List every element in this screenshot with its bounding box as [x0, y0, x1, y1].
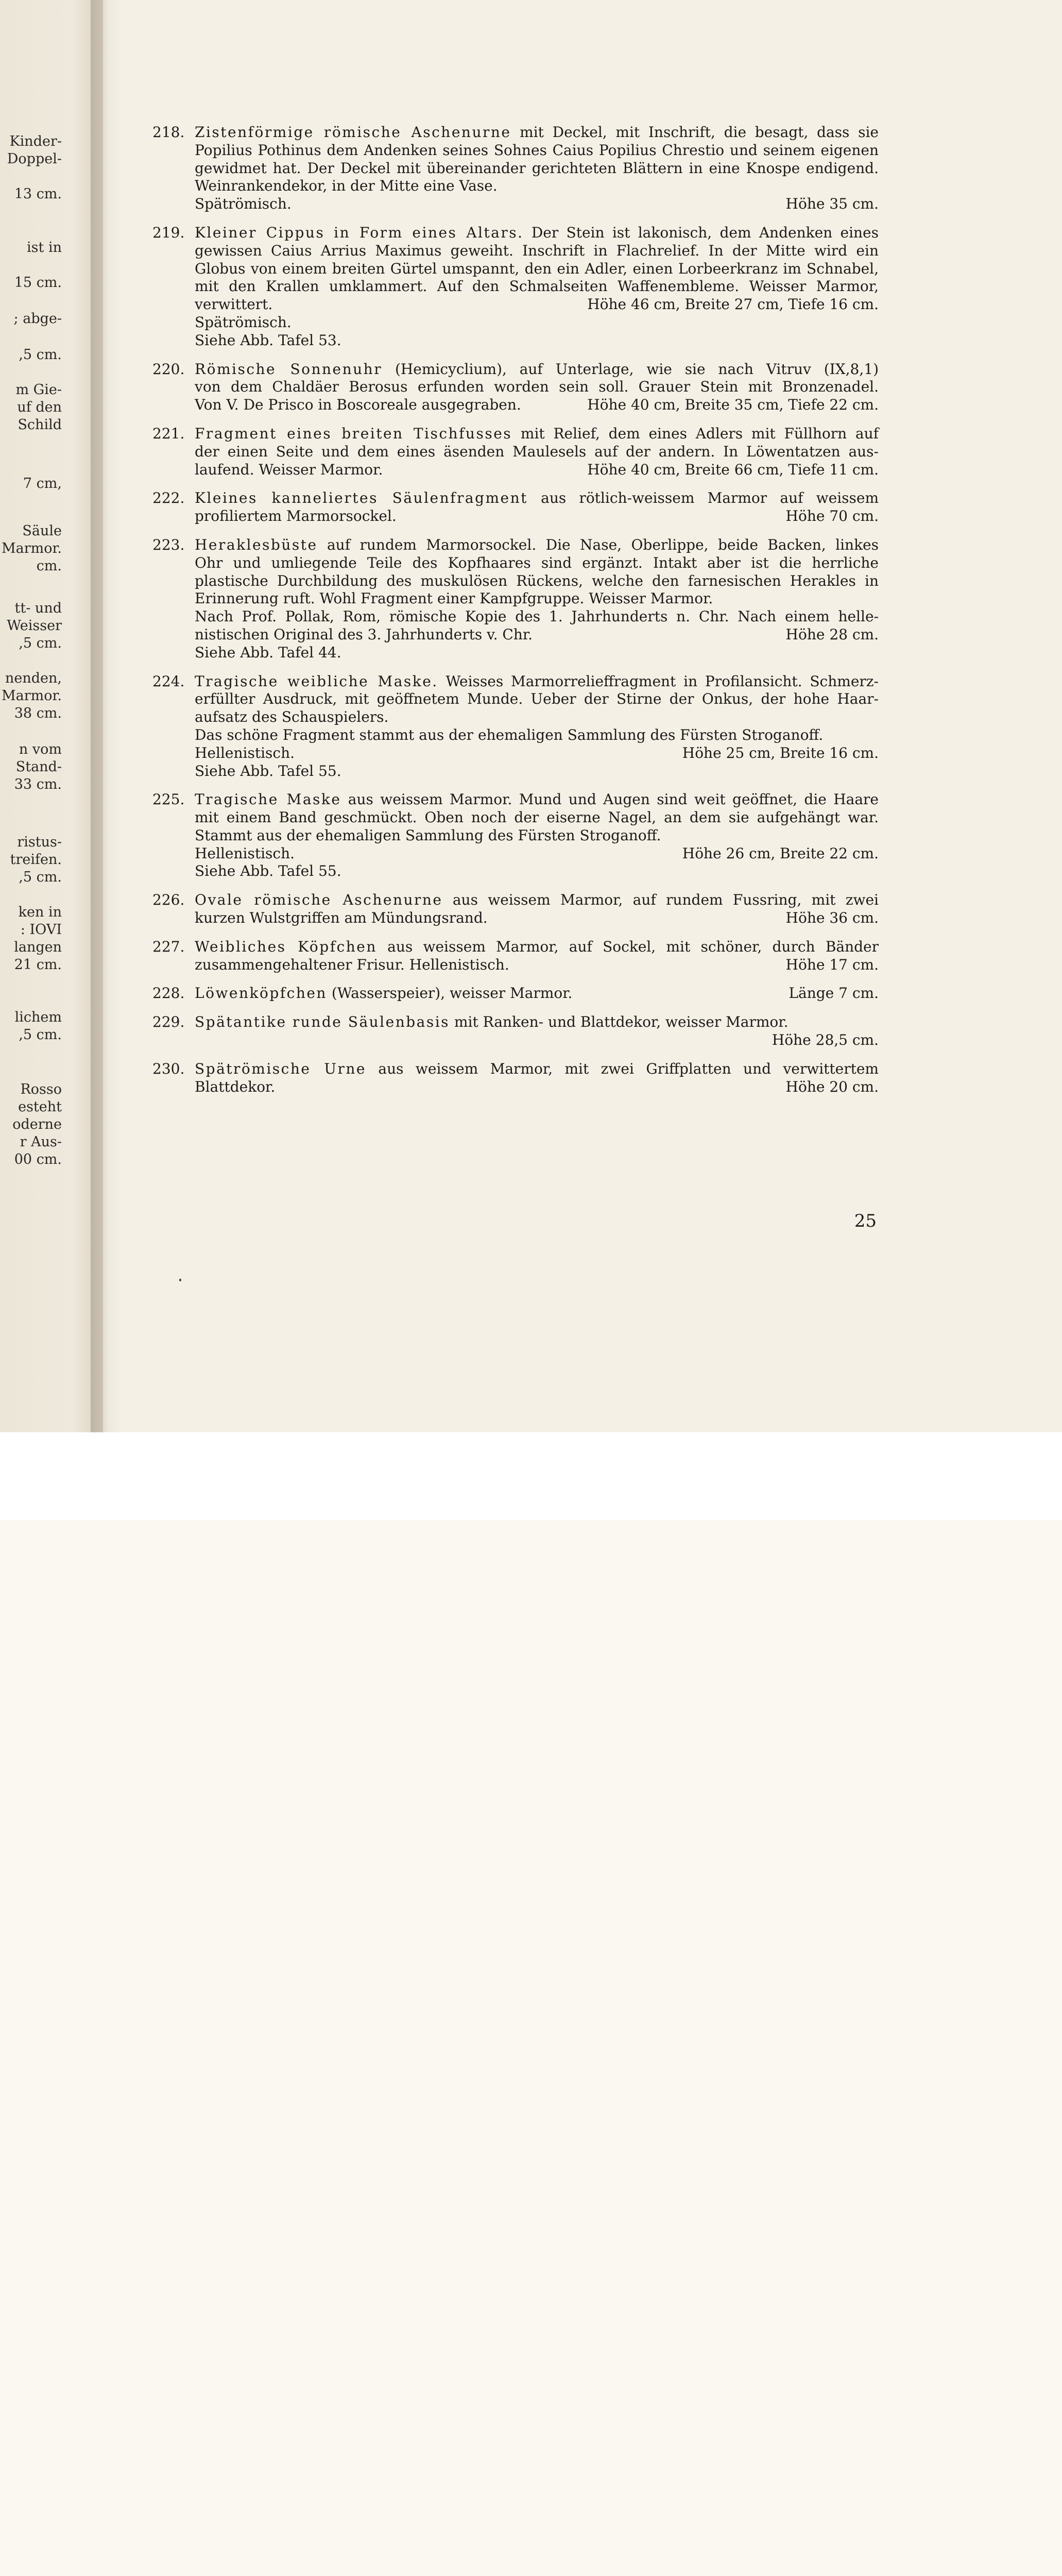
entry-line: gewidmet hat. Der Deckel mit übereinander gerichteten Blättern in eine Knospe endigend. [195, 159, 879, 177]
library-footer [0, 1432, 1062, 1520]
entry-line: Spätrömische Urne aus weissem Marmor, mit zwei Griffplatten und verwittertem [195, 1060, 879, 1077]
entry-line: Römische Sonnenuhr (Hemicyclium), auf Unterlage, wie sie nach Vitruv (IX,8,1) [195, 360, 879, 378]
entry-line: Spätrömisch. [195, 313, 292, 331]
entry-dimensions: Höhe 40 cm, Breite 35 cm, Tiefe 22 cm. [587, 396, 879, 414]
left-page-fragment: uf den [17, 399, 62, 415]
entry-line: Heraklesbüste auf rundem Marmorsockel. Die Nase, Oberlippe, beide Backen, linkes [195, 536, 879, 553]
entry-text: profiliertem Marmorsockel. [195, 507, 397, 525]
entry-line: Kleiner Cippus in Form eines Altars. Der Stein ist lakonisch, dem Andenken eines [195, 224, 879, 241]
ink-speck [179, 1279, 181, 1281]
entry-line: Spätantike runde Säulenbasis mit Ranken- und Blattdekor, weisser Marmor. [195, 1013, 789, 1031]
entry-number: 224. [152, 672, 185, 690]
left-page-fragment: oderne [12, 1116, 62, 1132]
entry-line: aufsatz des Schauspielers. [195, 708, 389, 726]
entry-line: Zistenförmige römische Aschenurne mit Deckel, mit Inschrift, die besagt, dass sie [195, 124, 879, 141]
entry-number: 219. [152, 224, 185, 241]
entry-line: Siehe Abb. Tafel 55. [195, 862, 341, 880]
left-page-fragment: esteht [18, 1099, 62, 1115]
entry-line: Popilius Pothinus dem Andenken seines Sohnes Caius Popilius Chrestio und seinem eigenen [195, 141, 879, 159]
entry-number: 227. [152, 938, 185, 955]
left-page-fragment: nenden, [5, 670, 62, 686]
entry-dimensions: Höhe 20 cm. [785, 1078, 879, 1095]
left-page-fragment: 13 cm. [14, 186, 62, 202]
left-page-fragment: Kinder- [9, 133, 62, 149]
entry-measurement-line [195, 1078, 879, 1096]
entry-number: 228. [152, 985, 185, 1002]
entry-number: 220. [152, 360, 185, 378]
catalog-entry [152, 791, 879, 880]
entry-number: 222. [152, 489, 185, 507]
entry-line: Ovale römische Aschenurne aus weissem Marmor, auf rundem Fussring, mit zwei [195, 891, 879, 909]
left-page-fragment: 7 cm, [23, 476, 62, 492]
entry-line: erfüllter Ausdruck, mit geöffnetem Munde. Ueber der Stirne der Onkus, der hohe Haar- [195, 690, 879, 708]
catalog-entry [152, 425, 879, 479]
entry-text: Löwenköpfchen (Wasserspeier), weisser Marmor. [195, 985, 573, 1002]
catalog-entry [152, 536, 879, 662]
entry-line: Fragment eines breiten Tischfusses mit Relief, dem eines Adlers mit Füllhorn auf [195, 425, 879, 442]
entry-number: 230. [152, 1060, 185, 1077]
left-page-edge [0, 0, 103, 1432]
left-page-fragment: 38 cm. [14, 705, 62, 721]
entry-text: verwittert. [195, 296, 273, 313]
entry-line: Erinnerung ruft. Wohl Fragment einer Kampfgruppe. Weisser Marmor. [195, 590, 713, 607]
left-page-fragment: lichem [14, 1009, 62, 1025]
catalog-entries [152, 124, 879, 1107]
left-page-fragment: ,5 cm. [19, 1027, 62, 1043]
entry-text: Spätrömisch. [195, 195, 292, 213]
catalog-entry [152, 891, 879, 927]
entry-measurement-line [195, 845, 879, 863]
entry-line: mit den Krallen umklammert. Auf den Schmalseiten Waffenembleme. Weisser Marmor, [195, 278, 879, 295]
entry-text: Blattdekor. [195, 1078, 276, 1095]
left-page-fragment: ist in [27, 240, 62, 256]
entry-number: 229. [152, 1013, 185, 1031]
entry-dimensions: Höhe 36 cm. [785, 909, 879, 927]
entry-measurement-line [195, 956, 879, 974]
entry-dimensions: Höhe 46 cm, Breite 27 cm, Tiefe 16 cm. [587, 296, 879, 313]
entry-line: Tragische Maske aus weissem Marmor. Mund und Augen sind weit geöffnet, die Haare [195, 791, 879, 808]
left-page-fragment: ; abge- [13, 311, 62, 327]
entry-number: 221. [152, 425, 185, 442]
left-page-fragment: ,5 cm. [19, 347, 62, 363]
entry-text: nistischen Original des 3. Jahrhunderts v. Chr. [195, 625, 533, 643]
left-page-fragment: 00 cm. [14, 1151, 62, 1167]
left-page-fragment: tt- und [14, 600, 62, 616]
entry-number: 226. [152, 891, 185, 909]
catalog-entry [152, 1013, 879, 1049]
entry-dimensions: Höhe 26 cm, Breite 22 cm. [682, 844, 879, 862]
entry-line: Das schöne Fragment stammt aus der ehemaligen Sammlung des Fürsten Stroganoff. [195, 726, 824, 743]
entry-line: Ohr und umliegende Teile des Kopfhaares sind ergänzt. Intakt aber ist die herrliche [195, 554, 879, 571]
entry-number: 223. [152, 536, 185, 553]
left-page-fragment: 15 cm. [14, 275, 62, 291]
left-page-fragment: Säule [22, 523, 62, 539]
entry-line: Siehe Abb. Tafel 55. [195, 762, 341, 779]
left-page-fragment: Marmor. [1, 540, 62, 556]
entry-dimensions: Länge 7 cm. [789, 985, 879, 1002]
left-page-fragment: cm. [36, 558, 62, 574]
catalog-entry [152, 938, 879, 974]
entry-dimensions: Höhe 40 cm, Breite 66 cm, Tiefe 11 cm. [587, 461, 879, 478]
entry-measurement-line [195, 909, 879, 927]
entry-line: von dem Chaldäer Berosus erfunden worden sein soll. Grauer Stein mit Bronzenadel. [195, 378, 879, 396]
entry-text: kurzen Wulstgriffen am Mündungsrand. [195, 909, 488, 927]
entry-text: zusammengehaltener Frisur. Hellenistisch. [195, 956, 509, 973]
book-gutter-shadow [91, 0, 122, 1432]
entry-line: Siehe Abb. Tafel 44. [195, 643, 341, 661]
left-page-fragment: r Aus- [20, 1134, 62, 1150]
entry-measurement-line [195, 296, 879, 314]
entry-line: Tragische weibliche Maske. Weisses Marmorrelieffragment in Profilansicht. Schmerz- [195, 672, 879, 690]
entry-measurement-line [195, 744, 879, 762]
left-page-fragment: treifen. [10, 852, 62, 868]
entry-text: Hellenistisch. [195, 744, 295, 761]
catalog-entry [152, 985, 879, 1003]
left-page-fragment: Stand- [15, 759, 62, 775]
left-page-fragment: 21 cm. [14, 957, 62, 973]
catalog-entry [152, 224, 879, 350]
catalog-entry [152, 673, 879, 781]
entry-dimensions: Höhe 28 cm. [785, 625, 879, 643]
entry-text: Von V. De Prisco in Boscoreale ausgegraben. [195, 396, 521, 414]
left-page-fragment: Schild [18, 417, 62, 433]
entry-line: Kleines kanneliertes Säulenfragment aus rötlich-weissem Marmor auf weissem [195, 489, 879, 507]
entry-measurement-line [195, 461, 879, 479]
entry-text: laufend. Weisser Marmor. [195, 461, 383, 478]
left-page-fragment: : IOVI [20, 922, 62, 938]
left-page-fragment: Weisser [7, 618, 62, 634]
left-page-fragment: ken in [18, 904, 62, 920]
left-page-fragment: ,5 cm. [19, 635, 62, 651]
entry-line: mit einem Band geschmückt. Oben noch der eiserne Nagel, an dem sie aufgehängt war. [195, 809, 879, 826]
entry-line: Stammt aus der ehemaligen Sammlung des Fürsten Stroganoff. [195, 826, 661, 844]
entry-line: Globus von einem breiten Gürtel umspannt, den ein Adler, einen Lorbeerkranz im Schnabel, [195, 260, 879, 277]
entry-measurement-line [195, 985, 879, 1003]
left-page-fragment: Marmor. [1, 688, 62, 704]
entry-number: 225. [152, 791, 185, 808]
entry-measurement-line [195, 626, 879, 644]
left-page-fragment: ristus- [17, 834, 62, 850]
catalog-entry [152, 361, 879, 414]
entry-text: Hellenistisch. [195, 844, 295, 862]
left-page-fragment: Rosso [20, 1081, 62, 1097]
entry-line: Weibliches Köpfchen aus weissem Marmor, auf Sockel, mit schöner, durch Bänder [195, 938, 879, 955]
entry-number: 218. [152, 124, 185, 141]
entry-line: der einen Seite und dem eines äsenden Maulesels auf der andern. In Löwentatzen aus- [195, 443, 879, 460]
entry-measurement-line [195, 195, 879, 213]
entry-line: gewissen Caius Arrius Maximus geweiht. Inschrift in Flachrelief. In der Mitte wird ein [195, 242, 879, 259]
left-page-fragment: Doppel- [7, 151, 62, 167]
entry-dimensions: Höhe 35 cm. [785, 195, 879, 213]
entry-line: plastische Durchbildung des muskulösen Rückens, welche den farnesischen Herakles in [195, 572, 879, 589]
entry-line: Höhe 28,5 cm. [772, 1031, 879, 1049]
entry-measurement-line [195, 507, 879, 526]
page-number: 25 [854, 1211, 877, 1231]
entry-line: Siehe Abb. Tafel 53. [195, 331, 341, 349]
entry-dimensions: Höhe 25 cm, Breite 16 cm. [682, 744, 879, 761]
catalog-entry [152, 489, 879, 526]
left-page-fragment: m Gie- [15, 382, 62, 398]
entry-line: Weinrankendekor, in der Mitte eine Vase. [195, 177, 498, 195]
left-page-fragment: langen [14, 939, 62, 955]
entry-dimensions: Höhe 70 cm. [785, 507, 879, 525]
entry-measurement-line [195, 396, 879, 414]
left-page-fragment: 33 cm. [14, 776, 62, 792]
entry-dimensions: Höhe 17 cm. [785, 956, 879, 973]
catalog-entry [152, 1060, 879, 1096]
catalog-entry [152, 124, 879, 213]
left-page-fragment: ,5 cm. [19, 869, 62, 885]
entry-line: Nach Prof. Pollak, Rom, römische Kopie des 1. Jahrhunderts n. Chr. Nach einem helle- [195, 608, 879, 625]
left-page-fragment: n vom [19, 741, 62, 757]
